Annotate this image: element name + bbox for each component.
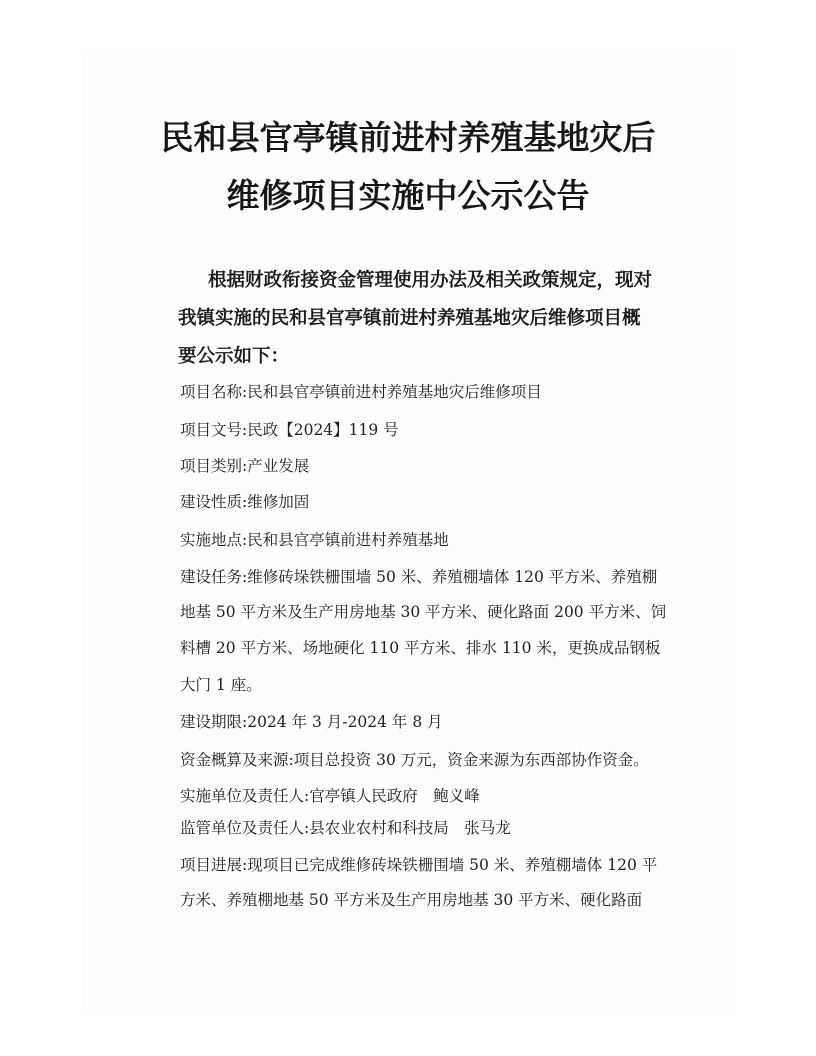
construction-task-line-4: 大门 1 座。 bbox=[180, 676, 262, 694]
document-title-line-2: 维修项目实施中公示公告 bbox=[226, 176, 590, 215]
implementing-unit-line: 实施单位及责任人:官亭镇人民政府 鲍义峰 bbox=[180, 787, 480, 805]
project-document-number-line: 项目文号:民政【2024】119 号 bbox=[180, 421, 399, 439]
supervising-unit-line: 监管单位及责任人:县农业农村和科技局 张马龙 bbox=[180, 819, 511, 837]
document-title-line-1: 民和县官亭镇前进村养殖基地灾后 bbox=[160, 118, 656, 157]
construction-task-line-1: 建设任务:维修砖垛铁栅围墙 50 米、养殖棚墙体 120 平方米、养殖棚 bbox=[180, 568, 658, 586]
construction-nature-line: 建设性质:维修加固 bbox=[180, 493, 310, 511]
project-category-line: 项目类别:产业发展 bbox=[180, 457, 310, 475]
intro-line-2: 我镇实施的民和县官亭镇前进村养殖基地灾后维修项目概 bbox=[178, 308, 641, 329]
funding-line: 资金概算及来源:项目总投资 30 万元，资金来源为东西部协作资金。 bbox=[180, 751, 649, 769]
construction-task-line-2: 地基 50 平方米及生产用房地基 30 平方米、硬化路面 200 平方米、饲 bbox=[180, 603, 667, 621]
intro-line-1: 根据财政衔接资金管理使用办法及相关政策规定，现对 bbox=[208, 270, 653, 291]
construction-period-line: 建设期限:2024 年 3 月-2024 年 8 月 bbox=[180, 713, 443, 731]
project-progress-line-2: 方米、养殖棚地基 50 平方米及生产用房地基 30 平方米、硬化路面 bbox=[180, 891, 643, 909]
construction-task-line-3: 料槽 20 平方米、场地硬化 110 平方米、排水 110 米，更换成品钢板 bbox=[180, 639, 661, 657]
project-progress-line-1: 项目进展:现项目已完成维修砖垛铁栅围墙 50 米、养殖棚墙体 120 平 bbox=[180, 856, 658, 874]
intro-line-3: 要公示如下： bbox=[178, 346, 290, 367]
location-line: 实施地点:民和县官亭镇前进村养殖基地 bbox=[180, 531, 449, 549]
project-name-line: 项目名称:民和县官亭镇前进村养殖基地灾后维修项目 bbox=[180, 383, 542, 401]
